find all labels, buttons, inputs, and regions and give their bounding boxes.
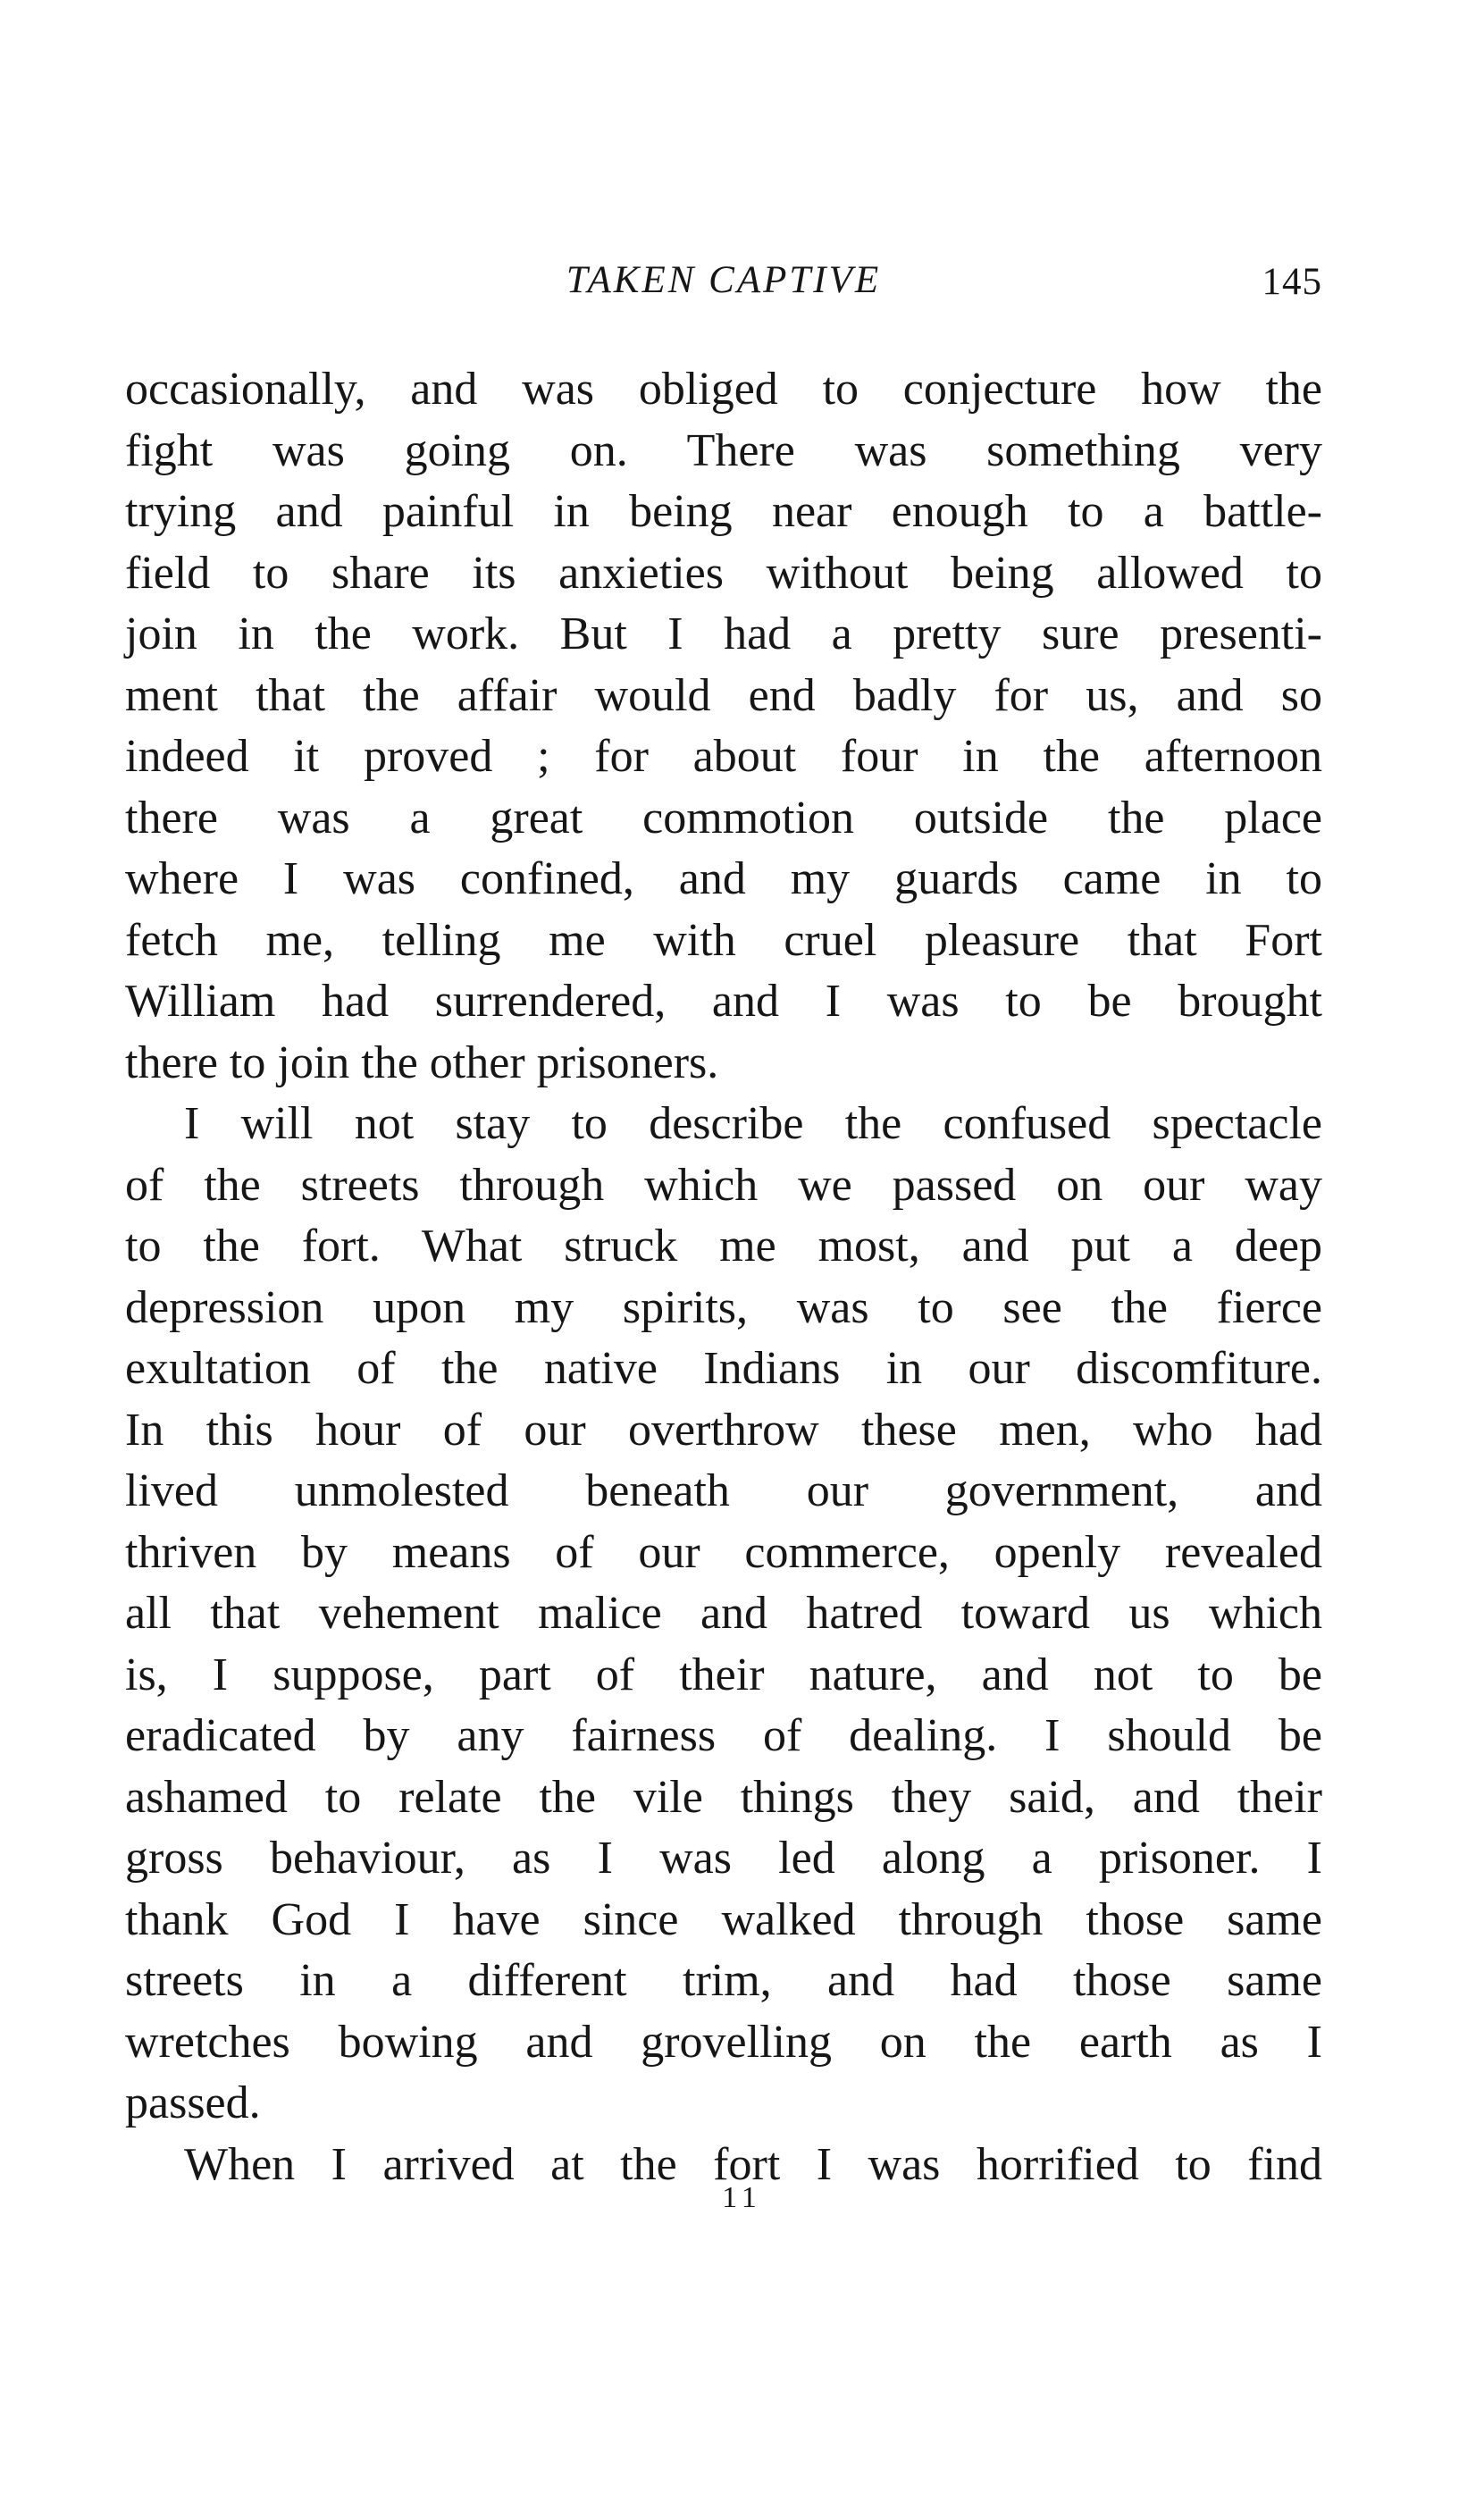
text-line: passed. (125, 2077, 261, 2128)
text-line: streets in a different trim, and had those same (125, 1955, 1322, 2006)
text-line: field to share its anxieties without being allowed to (125, 547, 1322, 599)
text-line: join in the work. But I had a pretty sure presenti- (125, 608, 1322, 659)
running-head (125, 254, 1322, 307)
text-line: lived unmolested beneath our government, and (125, 1465, 1322, 1516)
text-line: occasionally, and was obliged to conjecture how the (125, 364, 1322, 415)
text-line: indeed it proved ; for about four in the afternoon (125, 731, 1322, 782)
text-line: fetch me, telling me with cruel pleasure that Fort (125, 914, 1322, 966)
signature-mark: 11 (722, 2181, 762, 2214)
text-line: wretches bowing and grovelling on the earth as I (125, 2016, 1322, 2068)
text-line: I will not stay to describe the confused spectacle (184, 1098, 1322, 1149)
text-line: ashamed to relate the vile things they said, and their (125, 1771, 1322, 1823)
text-line: where I was confined, and my guards came in to (125, 853, 1322, 904)
text-line: depression upon my spirits, was to see the fierce (125, 1281, 1322, 1333)
text-line: William had surrendered, and I was to be brought (125, 976, 1322, 1027)
page-number: 145 (1262, 261, 1322, 303)
text-line: eradicated by any fairness of dealing. I should be (125, 1710, 1322, 1761)
text-line: there was a great commotion outside the place (125, 792, 1322, 843)
running-title: TAKEN CAPTIVE (566, 259, 882, 301)
text-line: is, I suppose, part of their nature, and not to be (125, 1649, 1322, 1700)
text-line: exultation of the native Indians in our discomfiture. (125, 1343, 1322, 1394)
text-line: trying and painful in being near enough to a battle- (125, 486, 1322, 537)
text-line: thank God I have since walked through those same (125, 1893, 1322, 1945)
text-line: all that vehement malice and hatred toward us which (125, 1588, 1322, 1639)
text-line: gross behaviour, as I was led along a prisoner. I (125, 1833, 1322, 1884)
text-line: fight was going on. There was something very (125, 424, 1322, 476)
text-line: of the streets through which we passed on our way (125, 1159, 1322, 1211)
text-line: In this hour of our overthrow these men, who had (125, 1404, 1322, 1456)
text-line: thriven by means of our commerce, openly revealed (125, 1526, 1322, 1578)
text-line: When I arrived at the fort I was horrified to find (184, 2138, 1322, 2190)
text-line: to the fort. What struck me most, and put a deep (125, 1221, 1322, 1271)
text-line: ment that the affair would end badly for us, and so (125, 669, 1322, 721)
text-line: there to join the other prisoners. (125, 1036, 719, 1088)
body-text (125, 359, 1322, 2195)
